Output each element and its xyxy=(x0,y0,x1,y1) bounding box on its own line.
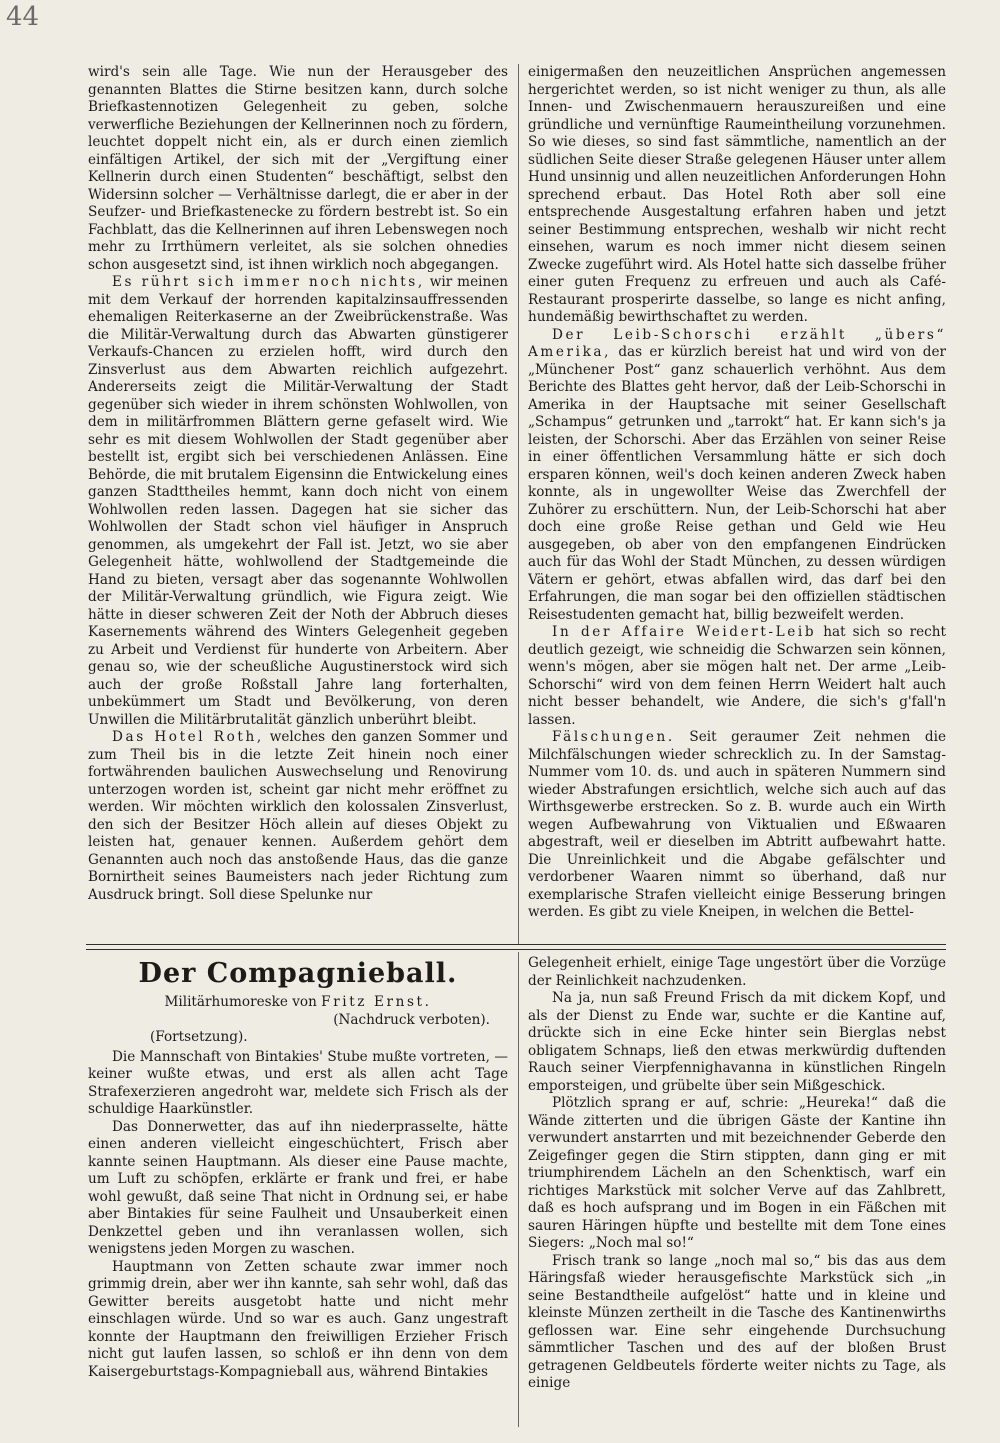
story-right-paragraph-2: Na ja, nun saß Freund Frisch da mit dickem Kopf, und als der Dienst zu Ende war, suchte er die Kantine auf, drückte sich in eine Ecke hinter sein Bierglas nebst obligatem Schnaps, ließ den etwas merkwürdig duftenden Rauch seiner Vierpfennighavanna in künstlichen Ringeln emporsteigen, und grübelte über sein Mißgeschick. xyxy=(528,990,946,1094)
story-author: Fritz Ernst. xyxy=(321,994,432,1010)
paragraph-hotel-roth xyxy=(88,729,508,904)
section-rule-thin xyxy=(86,949,946,950)
story-byline xyxy=(88,994,508,1012)
paragraph-reiterkaserne xyxy=(88,274,508,729)
story-right-paragraph-4: Frisch trank so lange „noch mal so,“ bis das aus dem Häringsfaß wieder herausgefischte Markstück sich „in seine Bestandtheile aufgelöst“ hatte und in kleine und kleinste Münzen zertheilt in die Tasche des Kantinenwirths geflossen war. Eine sehr eingehende Durchsuchung sämmtlicher Taschen und des auf der bloßen Brust getragenen Geldbeutels förderte weiter nichts zu Tage, als einige xyxy=(528,1252,946,1391)
column-top-left xyxy=(88,64,508,944)
story-title: Der Compagnieball. xyxy=(138,958,458,989)
paragraph-faelschungen xyxy=(528,729,946,922)
byline-prefix: Militärhumoreske von xyxy=(164,994,317,1010)
lead-leib-schorschi: Der Leib-Schorschi erzählt „übers“ Amerika, xyxy=(528,326,946,360)
lead-faelschungen: Fälschungen. xyxy=(552,729,675,745)
column-story-left xyxy=(88,957,508,1427)
story-right-paragraph-3: Plötzlich sprang er auf, schrie: „Heureka!“ daß die Wände zitterten und die übrigen Gäste der Kantine ihn verwundert anstarrten und mit bezeichnender Geberde den Zeigefinger gegen die Stirn stippten, dann ging er mit triumphirendem Lächeln an den Schenktisch, warf ein richtiges Markstück mit solcher Verve auf das Zahlbrett, daß es hoch aufsprang und im Bogen in ein Fäßchen mit sauren Häringen hüpfte und bestellte mit dem Tone eines Siegers: „Noch mal so!“ xyxy=(528,1095,946,1251)
paragraph-kellnerinnen: wird's sein alle Tage. Wie nun der Herausgeber des genannten Blattes die Stirne besitzen kann, durch solche Briefkastennotizen Gelegenheit zu geben, solche verwerfliche Beziehungen der Kellnerinnen noch zu fördern, leuchtet doppelt nicht ein, als er durch einen ziemlich einfältigen Artikel, der sich mit der „Vergiftung einer Kellnerin durch einen Studenten“ beschäftigt, selbst den Widersinn solcher — Verhältnisse darlegt, die er aber in der Seufzer- und Briefkastenecke zu fördern bestrebt ist. So ein Fachblatt, das die Kellnerinnen auf ihren Lebenswegen noch mehr zu Irrthümern verleitet, als sie solchen ohnedies schon ausgesetzt sind, ist ihnen wirklich noch abgegangen. xyxy=(88,64,508,273)
paragraph-leib-schorschi xyxy=(528,327,946,625)
column-divider-bottom xyxy=(518,952,519,1427)
lead-reiterkaserne: Es rührt sich immer noch nichts, xyxy=(112,274,425,290)
paragraph-hotel-roth-cont: einigermaßen den neuzeitlichen Ansprüchen angemessen hergerichtet werden, so ist nicht weniger zu thun, als alle Innen- und Zwischenmauern herauszureißen und eine gründliche und vernünftige Raumeintheilung vorzunehmen. So wie dieses, so sind fast sämmtliche, namentlich an der südlichen Seite dieser Straße gelegenen Häuser unter allem Hund unsinnig und allen neuzeitlichen Anforderungen Hohn sprechend erbaut. Das Hotel Roth aber soll eine entsprechende Ausgestaltung erfahren haben und jetzt seiner Bestimmung entsprechen, weshalb wir nicht recht einsehen, warum es noch immer nicht diesem seinen Zwecke zugeführt wird. Als Hotel hatte sich dasselbe früher einer guten Frequenz zu erfreuen und auch als Café-Restaurant prosperirte dasselbe, so lange es nicht anfing, hundemäßig bewirthschaftet zu werden. xyxy=(528,64,946,325)
text-weidert-leib: hat sich so recht deutlich gezeigt, wie schneidig die Schwarzen sein können, wenn's mögen, aber sie mögen halt net. Der arme „Leib-Schorschi“ wird von dem feinen Herrn Weidert halt auch nicht besser behandelt, wie Andere, die sich's g'fall'n lassen. xyxy=(528,624,946,728)
lead-hotel-roth: Das Hotel Roth, xyxy=(112,729,264,745)
story-paragraph-1: Die Mannschaft von Bintakies' Stube mußte vortreten, — keiner wußte etwas, und erst als allen acht Tage Strafexerzieren angedroht war, meldete sich Frisch als der schuldige Haarkünstler. xyxy=(88,1048,508,1117)
continuation-note: (Fortsetzung). xyxy=(150,1029,248,1045)
story-right-paragraph-1: Gelegenheit erhielt, einige Tage ungestört über die Vorzüge der Reinlichkeit nachzudenken. xyxy=(528,955,946,989)
text-faelschungen: Seit geraumer Zeit nehmen die Milchfälschungen wieder schrecklich zu. In der Samstag-Nummer vom 10. ds. und auch in späteren Nummern sind wieder Abstrafungen ersichtlich, welche sich auch auf das Wirthsgewerbe erstrecken. So z. B. wurde auch ein Wirth wegen Aufbewahrung von Viktualien und Eßwaaren abgestraft, weil er dieselben im Abtritt aufbewahrt hatte. Die Unreinlichkeit und die Abgabe gefälschter und verdorbener Waaren nimmt so überhand, daß nur exemplarische Strafen vielleicht einige Besserung bringen werden. Es gibt zu viele Kneipen, in welchen die Bettel- xyxy=(528,729,946,920)
text-reiterkaserne: wir meinen mit dem Verkauf der horrenden kapitalzinsauffressenden ehemaligen Reiterkaserne an der Zweibrückenstraße. Was die Militär-Verwaltung durch das Abwarten günstigerer Verkaufs-Chancen zu erzielen hofft, wird durch den Zinsverlust aus dem Abwarten reichlich aufgezehrt. Andererseits zeigt die Militär-Verwaltung der Stadt gegenüber sich wieder in ihrem schönsten Wohlwollen, von dem in militärfrommen Blättern gerne gefaselt wird. Wie sehr es mit diesem Wohlwollen der Stadt gegenüber aber bestellt ist, ergibt sich bei verschiedenen Anlässen. Eine Behörde, die mit brutalem Eigensinn die Entwickelung eines ganzen Stadttheiles hemmt, kann doch nicht von einem Wohlwollen reden lassen. Dagegen hat sie sicher das Wohlwollen der Stadt schon viel häufiger in Anspruch genommen, als umgekehrt der Fall ist. Jetzt, wo sie aber Gelegenheit hätte, wohlwollend der Stadtgemeinde die Hand zu bieten, versagt aber das sogenannte Wohlwollen der Militär-Verwaltung gründlich, wie Figura zeigt. Wie hätte in dieser schweren Zeit der Noth der Abbruch dieses Kasernements während des Winters Gelegenheit gegeben zu Arbeit und Verdienst für hunderte von Arbeitern. Aber genau so, wie der scheußliche Augustinerstock wird sich auch der große Roßstall Jahre lang forterhalten, unbekümmert um Stadt und Bevölkerung, von deren Unwillen die Militärbrutalität gänzlich unberührt bleibt. xyxy=(88,274,508,728)
story-paragraph-2: Das Donnerwetter, das auf ihn niederprasselte, hätte einen anderen vielleicht eingeschüchtert, Frisch aber kannte seinen Hauptmann. Als dieser eine Pause machte, um Luft zu schöpfen, erklärte er frank und frei, er habe wohl gewußt, daß seine That nicht in Ordnung sei, er habe aber Bintakies für seine Faulheit und Unsauberkeit einen Denkzettel geben und ihn veranlassen wollen, sich wenigstens jeden Morgen zu waschen. xyxy=(88,1118,508,1257)
column-top-right xyxy=(528,64,946,944)
story-paragraph-3: Hauptmann von Zetten schaute zwar immer noch grimmig drein, aber wer ihn kannte, sah sehr wohl, daß das Gewitter bereits ausgetobt hatte und nicht mehr einschlagen würde. Und so war es auch. Ganz ungestraft konnte der Hauptmann den freiwilligen Erzieher Frisch nicht gut laufen lassen, so schloß er ihn denn von dem Kaisergeburtstags-Kompagnieball aus, während Bintakies xyxy=(88,1258,508,1380)
text-leib-schorschi: das er kürzlich bereist hat und wird von der „Münchener Post“ ganz schauerlich verhöhnt. Aus dem Berichte des Blattes geht hervor, daß der Leib-Schorschi in Amerika in der Hauptsache mit seiner Gesellschaft „Schampus“ getrunken und „tarrokt“ hat. Er kann sich's ja leisten, der Schorschi. Aber das Erzählen von seiner Reise in einer öffentlichen Versammlung hätte er sich doch ersparen können, weil's doch keinen anderen Zweck haben konnte, als in ungewollter Weise das Zwerchfell der Zuhörer zu erschüttern. Nun, der Leib-Schorschi hat aber doch eine große Reise gethan und Geld wie Heu ausgegeben, ob aber von den empfangenen Eindrücken auch für das Wohl der Stadt München, zu dessen würdigen Vätern er gehört, etwas abfallen wird, das darf bei den Erfahrungen, die man sogar bei den offiziellen städtischen Reisestudenten gemacht hat, billig bezweifelt werden. xyxy=(528,344,946,623)
lead-weidert-leib: In der Affaire Weidert-Leib xyxy=(552,624,817,640)
section-rule-thick xyxy=(86,944,946,945)
column-story-right xyxy=(528,955,946,1425)
reprint-note: (Nachdruck verboten). xyxy=(333,1011,490,1028)
column-divider-top xyxy=(518,64,519,944)
text-hotel-roth: welches den ganzen Sommer und zum Theil bis in die letzte Zeit hinein noch einer fortwährenden baulichen Auswechselung und Renovirung unterzogen worden ist, scheint gar nicht mehr eröffnet zu werden. Wir möchten wirklich den kolossalen Zinsverlust, den sich der Besitzer Höch allein auf dieses Objekt zu leisten hat, genauer kennen. Außerdem gehört dem Genannten auch noch das anstoßende Haus, das die ganze Bornirtheit seines Baumeisters nach jeder Richtung zum Ausdruck bringt. Soll diese Spelunke nur xyxy=(88,729,508,903)
paragraph-weidert-leib xyxy=(528,624,946,729)
page-number: 44 xyxy=(6,2,40,32)
